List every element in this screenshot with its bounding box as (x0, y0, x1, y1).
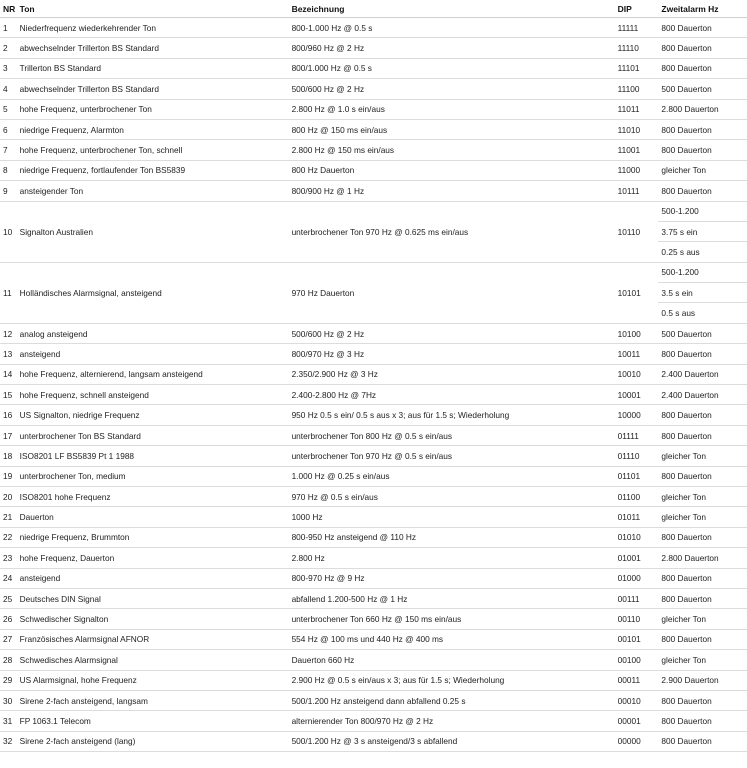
table-row (0, 405, 747, 425)
cell-ton: ansteigend (17, 568, 289, 588)
cell-dip: 00110 (615, 609, 659, 629)
cell-nr: 1 (0, 18, 17, 38)
cell-dip: 10100 (615, 323, 659, 343)
table-header-row (0, 0, 747, 18)
table-row (0, 140, 747, 160)
cell-bezeichnung: alternierender Ton 800/970 Hz @ 2 Hz (289, 711, 615, 731)
header-zweitalarm: Zweitalarm Hz (658, 0, 747, 18)
cell-nr: 2 (0, 38, 17, 58)
cell-nr: 13 (0, 344, 17, 364)
table-row (0, 731, 747, 751)
cell-nr: 5 (0, 99, 17, 119)
table-row (0, 507, 747, 527)
cell-ton: analog ansteigend (17, 323, 289, 343)
cell-nr: 24 (0, 568, 17, 588)
cell-ton: ansteigender Ton (17, 181, 289, 201)
cell-bezeichnung: unterbrochener Ton 970 Hz @ 0.5 s ein/aus (289, 446, 615, 466)
cell-zweitalarm: 0.5 s aus (658, 303, 747, 323)
cell-zweitalarm: 2.900 Dauerton (658, 670, 747, 690)
cell-ton: Niederfrequenz wiederkehrender Ton (17, 18, 289, 38)
cell-ton: hohe Frequenz, unterbrochener Ton (17, 99, 289, 119)
table-row (0, 385, 747, 405)
cell-zweitalarm: 800 Dauerton (658, 690, 747, 710)
cell-ton: Deutsches DIN Signal (17, 588, 289, 608)
cell-zweitalarm: 2.400 Dauerton (658, 364, 747, 384)
cell-ton: niedrige Frequenz, Alarmton (17, 119, 289, 139)
cell-bezeichnung: 2.900 Hz @ 0.5 s ein/aus x 3; aus für 1.5 s; Wiederholung (289, 670, 615, 690)
cell-ton: Dauerton (17, 507, 289, 527)
cell-nr: 8 (0, 160, 17, 180)
cell-zweitalarm: gleicher Ton (658, 160, 747, 180)
cell-zweitalarm: 2.800 Dauerton (658, 99, 747, 119)
table-row (0, 18, 747, 38)
cell-dip: 01010 (615, 527, 659, 547)
table-row (0, 670, 747, 690)
cell-nr: 9 (0, 181, 17, 201)
cell-bezeichnung: 2.800 Hz @ 1.0 s ein/aus (289, 99, 615, 119)
cell-bezeichnung: 1000 Hz (289, 507, 615, 527)
cell-nr: 19 (0, 466, 17, 486)
cell-dip: 01000 (615, 568, 659, 588)
cell-nr: 12 (0, 323, 17, 343)
cell-ton: hohe Frequenz, alternierend, langsam ansteigend (17, 364, 289, 384)
cell-bezeichnung: 2.350/2.900 Hz @ 3 Hz (289, 364, 615, 384)
cell-ton: Signalton Australien (17, 201, 289, 262)
table-body (0, 18, 747, 752)
cell-ton: US Alarmsignal, hohe Frequenz (17, 670, 289, 690)
cell-ton: Französisches Alarmsignal AFNOR (17, 629, 289, 649)
cell-dip: 00100 (615, 650, 659, 670)
cell-nr: 7 (0, 140, 17, 160)
cell-dip: 10001 (615, 385, 659, 405)
cell-bezeichnung: Dauerton 660 Hz (289, 650, 615, 670)
cell-bezeichnung: 500/600 Hz @ 2 Hz (289, 79, 615, 99)
cell-dip: 10111 (615, 181, 659, 201)
cell-bezeichnung: 800-950 Hz ansteigend @ 110 Hz (289, 527, 615, 547)
cell-bezeichnung: unterbrochener Ton 660 Hz @ 150 ms ein/aus (289, 609, 615, 629)
cell-ton: Schwedischer Signalton (17, 609, 289, 629)
cell-zweitalarm: 500 Dauerton (658, 79, 747, 99)
cell-zweitalarm: 800 Dauerton (658, 140, 747, 160)
cell-bezeichnung: 800-1.000 Hz @ 0.5 s (289, 18, 615, 38)
cell-dip: 11100 (615, 79, 659, 99)
cell-nr: 21 (0, 507, 17, 527)
cell-dip: 01111 (615, 425, 659, 445)
cell-zweitalarm: 800 Dauerton (658, 18, 747, 38)
cell-dip: 01100 (615, 486, 659, 506)
header-dip: DIP (615, 0, 659, 18)
cell-ton: abwechselnder Trillerton BS Standard (17, 79, 289, 99)
cell-zweitalarm: 800 Dauerton (658, 38, 747, 58)
cell-dip: 00111 (615, 588, 659, 608)
cell-zweitalarm: 2.400 Dauerton (658, 385, 747, 405)
table-row (0, 588, 747, 608)
table-row (0, 58, 747, 78)
cell-zweitalarm: 0.25 s aus (658, 242, 747, 262)
table-row (0, 364, 747, 384)
cell-bezeichnung: 2.400-2.800 Hz @ 7Hz (289, 385, 615, 405)
table-row (0, 650, 747, 670)
cell-dip: 10010 (615, 364, 659, 384)
cell-zweitalarm: 500 Dauerton (658, 323, 747, 343)
cell-zweitalarm: 800 Dauerton (658, 568, 747, 588)
table-row (0, 486, 747, 506)
cell-zweitalarm: 2.800 Dauerton (658, 548, 747, 568)
table-row (0, 119, 747, 139)
header-nr: NR (0, 0, 17, 18)
cell-zweitalarm: 3.5 s ein (658, 283, 747, 303)
table-row (0, 629, 747, 649)
table-row (0, 711, 747, 731)
cell-bezeichnung: 800 Hz Dauerton (289, 160, 615, 180)
cell-dip: 01110 (615, 446, 659, 466)
cell-dip: 11111 (615, 18, 659, 38)
cell-dip: 00011 (615, 670, 659, 690)
cell-zweitalarm: gleicher Ton (658, 486, 747, 506)
cell-ton: US Signalton, niedrige Frequenz (17, 405, 289, 425)
cell-zweitalarm: 800 Dauerton (658, 405, 747, 425)
header-ton: Ton (17, 0, 289, 18)
cell-nr: 4 (0, 79, 17, 99)
cell-bezeichnung: 1.000 Hz @ 0.25 s ein/aus (289, 466, 615, 486)
table-row (0, 201, 747, 221)
cell-nr: 27 (0, 629, 17, 649)
cell-nr: 11 (0, 262, 17, 323)
cell-bezeichnung: 500/600 Hz @ 2 Hz (289, 323, 615, 343)
cell-ton: hohe Frequenz, schnell ansteigend (17, 385, 289, 405)
cell-nr: 15 (0, 385, 17, 405)
cell-dip: 01011 (615, 507, 659, 527)
cell-dip: 10011 (615, 344, 659, 364)
cell-zweitalarm: 800 Dauerton (658, 181, 747, 201)
cell-zweitalarm: 800 Dauerton (658, 731, 747, 751)
cell-dip: 11110 (615, 38, 659, 58)
cell-bezeichnung: unterbrochener Ton 970 Hz @ 0.625 ms ein/aus (289, 201, 615, 262)
cell-nr: 16 (0, 405, 17, 425)
cell-ton: niedrige Frequenz, fortlaufender Ton BS5839 (17, 160, 289, 180)
cell-bezeichnung: 950 Hz 0.5 s ein/ 0.5 s aus x 3; aus für 1.5 s; Wiederholung (289, 405, 615, 425)
cell-bezeichnung: 2.800 Hz (289, 548, 615, 568)
cell-ton: niedrige Frequenz, Brummton (17, 527, 289, 547)
cell-nr: 14 (0, 364, 17, 384)
cell-ton: Schwedisches Alarmsignal (17, 650, 289, 670)
cell-bezeichnung: 500/1.200 Hz ansteigend dann abfallend 0.25 s (289, 690, 615, 710)
cell-bezeichnung: 800/1.000 Hz @ 0.5 s (289, 58, 615, 78)
cell-nr: 28 (0, 650, 17, 670)
cell-ton: unterbrochener Ton BS Standard (17, 425, 289, 445)
cell-dip: 00010 (615, 690, 659, 710)
cell-bezeichnung: 970 Hz Dauerton (289, 262, 615, 323)
cell-bezeichnung: 800/960 Hz @ 2 Hz (289, 38, 615, 58)
cell-nr: 32 (0, 731, 17, 751)
cell-ton: FP 1063.1 Telecom (17, 711, 289, 731)
cell-nr: 26 (0, 609, 17, 629)
cell-bezeichnung: 554 Hz @ 100 ms und 440 Hz @ 400 ms (289, 629, 615, 649)
cell-dip: 10000 (615, 405, 659, 425)
cell-dip: 00001 (615, 711, 659, 731)
cell-zweitalarm: 800 Dauerton (658, 527, 747, 547)
cell-dip: 10101 (615, 262, 659, 323)
cell-nr: 17 (0, 425, 17, 445)
table-row (0, 446, 747, 466)
cell-zweitalarm: 800 Dauerton (658, 711, 747, 731)
cell-dip: 11001 (615, 140, 659, 160)
cell-nr: 22 (0, 527, 17, 547)
cell-nr: 25 (0, 588, 17, 608)
table-row (0, 38, 747, 58)
table-row (0, 527, 747, 547)
table-row (0, 466, 747, 486)
cell-bezeichnung: 970 Hz @ 0.5 s ein/aus (289, 486, 615, 506)
table-row (0, 609, 747, 629)
cell-ton: hohe Frequenz, unterbrochener Ton, schnell (17, 140, 289, 160)
cell-dip: 01001 (615, 548, 659, 568)
cell-ton: Holländisches Alarmsignal, ansteigend (17, 262, 289, 323)
cell-bezeichnung: 800-970 Hz @ 9 Hz (289, 568, 615, 588)
cell-nr: 3 (0, 58, 17, 78)
cell-dip: 11010 (615, 119, 659, 139)
cell-ton: Trillerton BS Standard (17, 58, 289, 78)
cell-nr: 10 (0, 201, 17, 262)
cell-ton: ISO8201 hohe Frequenz (17, 486, 289, 506)
cell-dip: 11000 (615, 160, 659, 180)
cell-zweitalarm: 800 Dauerton (658, 629, 747, 649)
cell-bezeichnung: 500/1.200 Hz @ 3 s ansteigend/3 s abfallend (289, 731, 615, 751)
table-row (0, 79, 747, 99)
table-row (0, 99, 747, 119)
cell-zweitalarm: 3.75 s ein (658, 221, 747, 241)
cell-dip: 00101 (615, 629, 659, 649)
cell-nr: 23 (0, 548, 17, 568)
table-row (0, 262, 747, 282)
cell-bezeichnung: 800 Hz @ 150 ms ein/aus (289, 119, 615, 139)
table-row (0, 568, 747, 588)
cell-bezeichnung: 800/900 Hz @ 1 Hz (289, 181, 615, 201)
table-row (0, 344, 747, 364)
cell-ton: unterbrochener Ton, medium (17, 466, 289, 486)
cell-ton: Sirene 2-fach ansteigend (lang) (17, 731, 289, 751)
cell-zweitalarm: 800 Dauerton (658, 425, 747, 445)
cell-zweitalarm: 500-1.200 (658, 201, 747, 221)
table-row (0, 160, 747, 180)
cell-zweitalarm: 800 Dauerton (658, 344, 747, 364)
cell-ton: hohe Frequenz, Dauerton (17, 548, 289, 568)
cell-zweitalarm: 800 Dauerton (658, 588, 747, 608)
cell-bezeichnung: unterbrochener Ton 800 Hz @ 0.5 s ein/aus (289, 425, 615, 445)
cell-zweitalarm: 800 Dauerton (658, 119, 747, 139)
cell-nr: 30 (0, 690, 17, 710)
cell-dip: 01101 (615, 466, 659, 486)
header-bezeichnung: Bezeichnung (289, 0, 615, 18)
cell-ton: Sirene 2-fach ansteigend, langsam (17, 690, 289, 710)
cell-nr: 18 (0, 446, 17, 466)
cell-zweitalarm: gleicher Ton (658, 609, 747, 629)
cell-bezeichnung: 800/970 Hz @ 3 Hz (289, 344, 615, 364)
cell-dip: 11011 (615, 99, 659, 119)
cell-bezeichnung: abfallend 1.200-500 Hz @ 1 Hz (289, 588, 615, 608)
table-row (0, 690, 747, 710)
cell-nr: 31 (0, 711, 17, 731)
cell-nr: 29 (0, 670, 17, 690)
cell-dip: 11101 (615, 58, 659, 78)
cell-ton: ansteigend (17, 344, 289, 364)
cell-ton: abwechselnder Trillerton BS Standard (17, 38, 289, 58)
cell-zweitalarm: gleicher Ton (658, 650, 747, 670)
cell-zweitalarm: 500-1.200 (658, 262, 747, 282)
cell-bezeichnung: 2.800 Hz @ 150 ms ein/aus (289, 140, 615, 160)
cell-zweitalarm: 800 Dauerton (658, 466, 747, 486)
table-row (0, 425, 747, 445)
table-row (0, 548, 747, 568)
cell-zweitalarm: gleicher Ton (658, 507, 747, 527)
cell-dip: 00000 (615, 731, 659, 751)
cell-dip: 10110 (615, 201, 659, 262)
cell-zweitalarm: 800 Dauerton (658, 58, 747, 78)
cell-ton: ISO8201 LF BS5839 Pt 1 1988 (17, 446, 289, 466)
cell-nr: 20 (0, 486, 17, 506)
table-row (0, 181, 747, 201)
cell-zweitalarm: gleicher Ton (658, 446, 747, 466)
cell-nr: 6 (0, 119, 17, 139)
table-row (0, 323, 747, 343)
